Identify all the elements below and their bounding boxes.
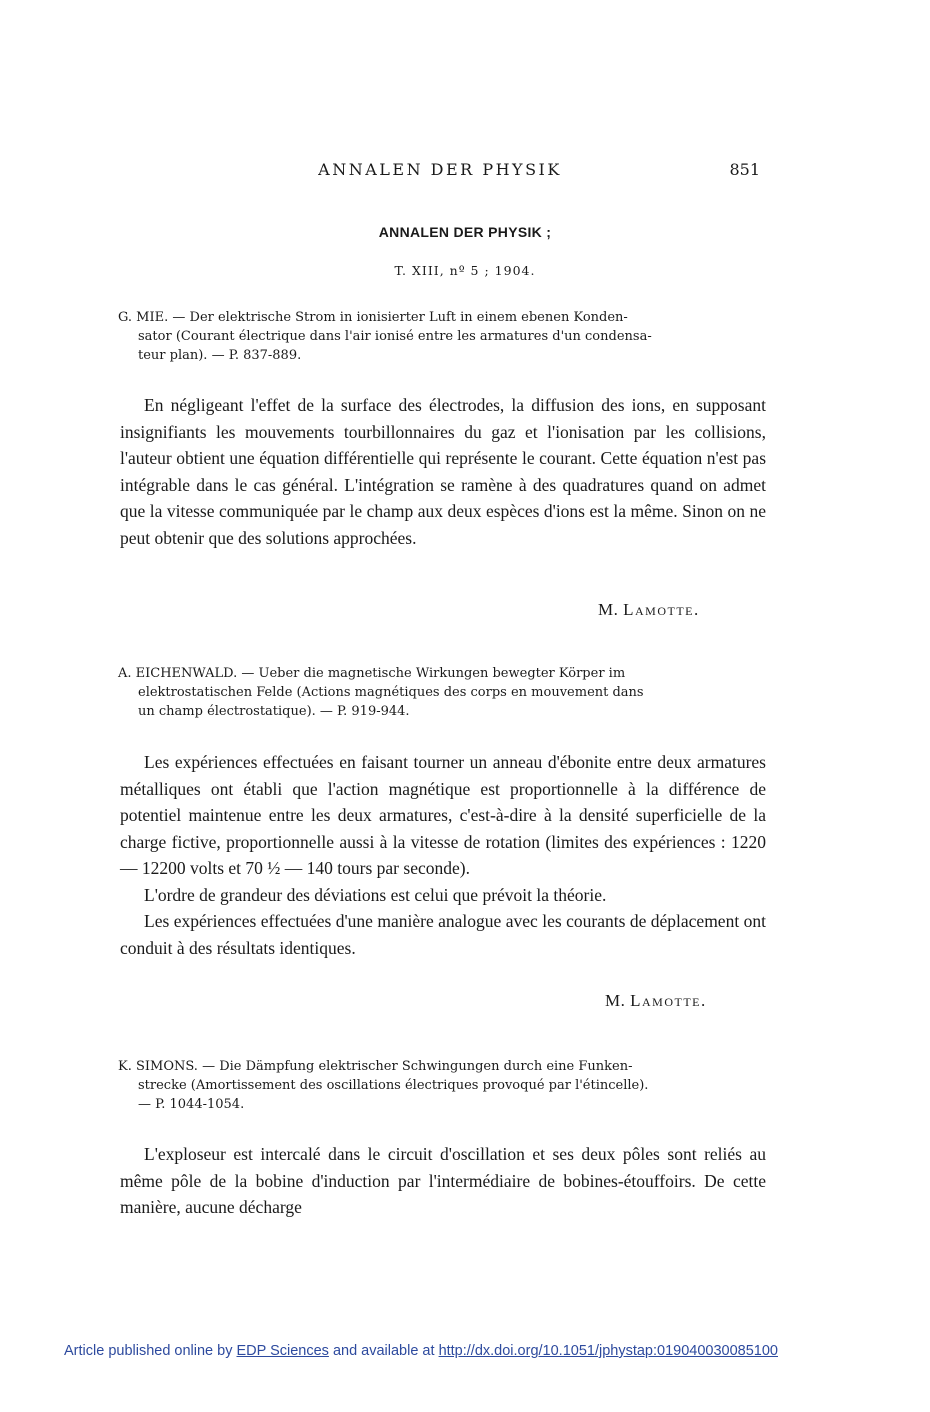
citation-line: teur plan). — P. 837-889. <box>138 348 302 363</box>
paragraph: Les expériences effectuées en faisant tourner un anneau d'ébonite entre deux armatures métalliques ont établi que l'action magnétique est proportionnelle à la différence de potentiel maintenue entre les deux armatures, c'est-à-dire à la densité superficielle de la charge fictive, proportionnelle aussi à la vitesse de rotation (limites des expériences : 1220 — 12200 volts et 70 ½ — 140 tours par seconde). <box>120 752 766 878</box>
footer-prefix: Article published online by <box>64 1343 237 1359</box>
article-2-citation <box>118 664 768 721</box>
citation-line: sator (Courant électrique dans l'air ionisé entre les armatures d'un condensa- <box>138 329 652 344</box>
citation-line: A. EICHENWALD. — Ueber die magnetische Wirkungen bewegter Körper im <box>118 666 626 681</box>
paragraph: L'ordre de grandeur des déviations est celui que prévoit la théorie. <box>144 884 607 905</box>
article-2-body <box>120 749 766 961</box>
volume-line: T. XIII, nº 5 ; 1904. <box>394 263 536 278</box>
article-3-citation <box>118 1057 768 1114</box>
article-1-citation <box>118 308 768 365</box>
citation-line: un champ électrostatique). — P. 919-944. <box>138 704 410 719</box>
footer-middle: and available at <box>328 1343 439 1359</box>
citation-line: — P. 1044-1054. <box>138 1097 245 1112</box>
article-1-signature <box>598 600 700 620</box>
citation-line: G. MIE. — Der elektrische Strom in ionisierter Luft in einem ebenen Konden- <box>118 310 628 325</box>
signature-name: Lamotte. <box>623 600 700 619</box>
paragraph: Les expériences effectuées d'une manière analogue avec les courants de déplacement ont conduit à des résultats identiques. <box>120 911 766 958</box>
article-3-body <box>120 1141 766 1221</box>
citation-line: strecke (Amortissement des oscillations électriques provoqué par l'étincelle). <box>138 1078 649 1093</box>
article-2-signature <box>605 991 707 1011</box>
signature-initial: M. <box>598 600 619 619</box>
running-header <box>120 160 760 182</box>
page-number: 851 <box>729 160 760 179</box>
signature-name: Lamotte. <box>630 991 707 1010</box>
running-title: ANNALEN DER PHYSIK <box>318 160 562 179</box>
citation-line: K. SIMONS. — Die Dämpfung elektrischer Schwingungen durch eine Funken- <box>118 1059 633 1074</box>
journal-title: ANNALEN DER PHYSIK ; <box>378 224 552 240</box>
citation-line: elektrostatischen Felde (Actions magnétiques des corps en mouvement dans <box>138 685 644 700</box>
publication-footer <box>64 1343 778 1359</box>
signature-initial: M. <box>605 991 626 1010</box>
publisher-link[interactable]: EDP Sciences <box>236 1343 329 1359</box>
paragraph: En négligeant l'effet de la surface des électrodes, la diffusion des ions, en supposant insignifiants les mouvements tourbillonnaires du gaz et l'ionisation par les collisions, l'auteur obtient une équation différentielle qui représente le courant. Cette équation n'est pas intégrable dans le cas général. L'intégration se ramène à des quadratures quand on admet que la vitesse communiquée par le champ aux deux espèces d'ions est la même. Sinon on ne peut obtenir que des solutions approchées. <box>120 395 766 548</box>
paragraph: L'exploseur est intercalé dans le circuit d'oscillation et ses deux pôles sont reliés au même pôle de la bobine d'induction par l'intermédiaire de bobines-étouffoirs. De cette manière, aucune décharge <box>120 1144 766 1217</box>
doi-link[interactable]: http://dx.doi.org/10.1051/jphystap:019040030085100 <box>438 1343 778 1359</box>
article-1-body <box>120 392 766 551</box>
